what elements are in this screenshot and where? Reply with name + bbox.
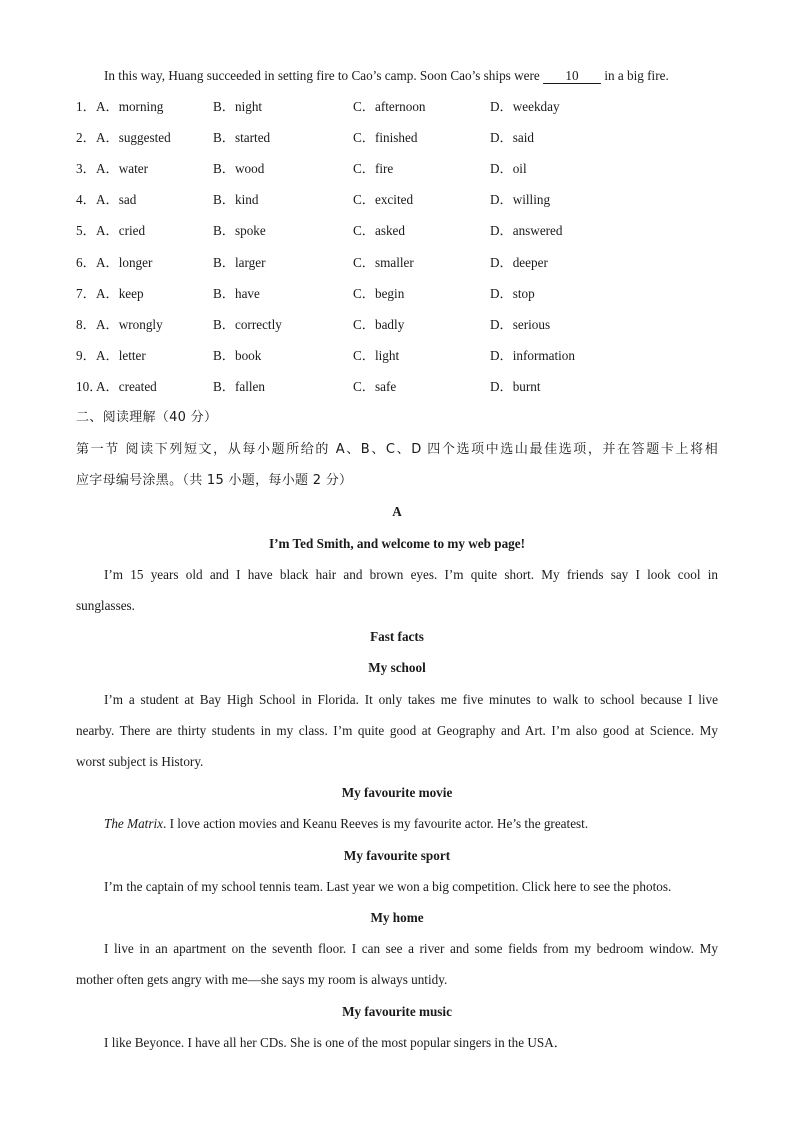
option-d: D．willing <box>490 192 551 208</box>
question-number: 6． <box>76 254 96 270</box>
option-b: B．started <box>213 130 271 146</box>
fast-facts-heading: Fast facts <box>370 629 424 644</box>
sport-heading: My favourite sport <box>343 848 451 863</box>
intro-paragraph-line-2: sunglasses. <box>76 598 135 613</box>
option-d: D．oil <box>490 161 527 177</box>
movie-title: The Matrix <box>104 816 163 831</box>
sport-paragraph: I’m the captain of my school tennis team. Last year we won a big competition. Click here to see the photos. <box>104 879 672 894</box>
option-a: A．created <box>96 378 157 394</box>
cloze-question-row <box>76 221 718 241</box>
option-b: B．correctly <box>213 316 282 332</box>
option-a: A．letter <box>96 347 146 363</box>
option-d: D．deeper <box>490 254 548 270</box>
option-b: B．spoke <box>213 223 266 239</box>
option-b: B．book <box>213 347 262 363</box>
option-d: D．weekday <box>490 99 560 114</box>
option-b: B．fallen <box>213 378 266 394</box>
option-d: D．answered <box>490 223 563 239</box>
home-line-2: mother often gets angry with me—she says my room is always untidy. <box>76 972 448 987</box>
option-b: B．have <box>213 285 260 301</box>
cloze-question-row <box>76 284 718 304</box>
cloze-question-row <box>76 315 718 335</box>
cloze-question-row <box>76 253 718 273</box>
option-a: A．water <box>96 161 148 177</box>
sentence-end: in a big fire. <box>604 68 669 83</box>
option-a: A．keep <box>96 285 144 301</box>
school-heading: My school <box>368 660 426 675</box>
option-c: C．excited <box>353 192 414 208</box>
option-a: A．morning <box>96 99 164 114</box>
option-a: A．sad <box>96 192 137 208</box>
option-b: B．larger <box>213 254 266 270</box>
cloze-last-sentence <box>104 66 718 86</box>
home-line-1: I live in an apartment on the seventh floor. I can see a river and some fields from my bedroom window. My <box>104 941 718 956</box>
cloze-question-row <box>76 346 718 366</box>
option-b: B．kind <box>213 192 259 208</box>
option-c: C．light <box>353 347 400 363</box>
cloze-question-row <box>76 159 718 179</box>
option-c: C．finished <box>353 130 418 146</box>
question-number: 8． <box>76 316 96 332</box>
school-line-3: worst subject is History. <box>76 754 204 769</box>
option-c: C．fire <box>353 161 394 177</box>
question-number: 5． <box>76 223 96 239</box>
option-a: A．wrongly <box>96 316 163 332</box>
option-d: D．information <box>490 347 575 363</box>
cloze-question-row <box>76 190 718 210</box>
passage-label: A <box>392 504 402 519</box>
school-line-1: I’m a student at Bay High School in Florida. It only takes me five minutes to walk to school because I live <box>104 692 718 707</box>
option-a: A．longer <box>96 254 153 270</box>
option-b: B．night <box>213 99 263 114</box>
question-number: 2． <box>76 130 96 146</box>
option-c: C．badly <box>353 316 405 332</box>
movie-heading: My favourite movie <box>341 785 453 800</box>
option-b: B．wood <box>213 161 265 177</box>
instruction-line-1: 第一节 阅读下列短文，从每小题所给的 A、B、C、D 四个选项中选山最佳选项，并在答题卡上将相 <box>76 442 718 457</box>
home-heading: My home <box>370 910 424 925</box>
cloze-question-row <box>76 377 718 397</box>
music-paragraph: I like Beyonce. I have all her CDs. She is one of the most popular singers in the USA． <box>104 1035 567 1050</box>
school-line-2: nearby. There are thirty students in my class. I’m quite good at Geography and Art. I’m also good at Science. My <box>76 723 718 738</box>
option-a: A．cried <box>96 223 146 239</box>
cloze-question-row <box>76 97 718 117</box>
option-c: C．asked <box>353 223 406 239</box>
option-c: C．safe <box>353 378 397 394</box>
answer-blank-10: 10 <box>543 68 601 84</box>
question-number: 9． <box>76 347 96 363</box>
option-c: C．smaller <box>353 254 414 270</box>
option-d: D．stop <box>490 285 535 301</box>
option-a: A．suggested <box>96 130 171 146</box>
option-d: D．said <box>490 130 534 146</box>
passage-title: I’m Ted Smith, and welcome to my web page! <box>268 536 526 551</box>
movie-paragraph <box>104 814 718 834</box>
sentence-start: In this way, Huang succeeded in setting fire to Cao’s camp. Soon Cao’s ships were <box>104 68 540 83</box>
question-number: 10． <box>76 378 103 394</box>
question-number: 4． <box>76 192 96 208</box>
intro-paragraph-line-1: I’m 15 years old and I have black hair and brown eyes. I’m quite short. My friends say I look cool in <box>104 567 718 582</box>
question-number: 3． <box>76 161 96 177</box>
music-heading: My favourite music <box>342 1004 452 1019</box>
option-c: C．begin <box>353 285 405 301</box>
movie-text: . I love action movies and Keanu Reeves is my favourite actor. He’s the greatest. <box>162 816 589 831</box>
option-c: C．afternoon <box>353 99 426 114</box>
section-heading: 二、阅读理解（40 分） <box>76 410 218 425</box>
option-d: D．serious <box>490 316 551 332</box>
option-d: D．burnt <box>490 378 541 394</box>
question-number: 7． <box>76 285 96 301</box>
cloze-question-row <box>76 128 718 148</box>
instruction-line-2: 应字母编号涂黑。（共 15 小题，每小题 2 分） <box>76 473 353 488</box>
question-number: 1． <box>76 99 96 114</box>
